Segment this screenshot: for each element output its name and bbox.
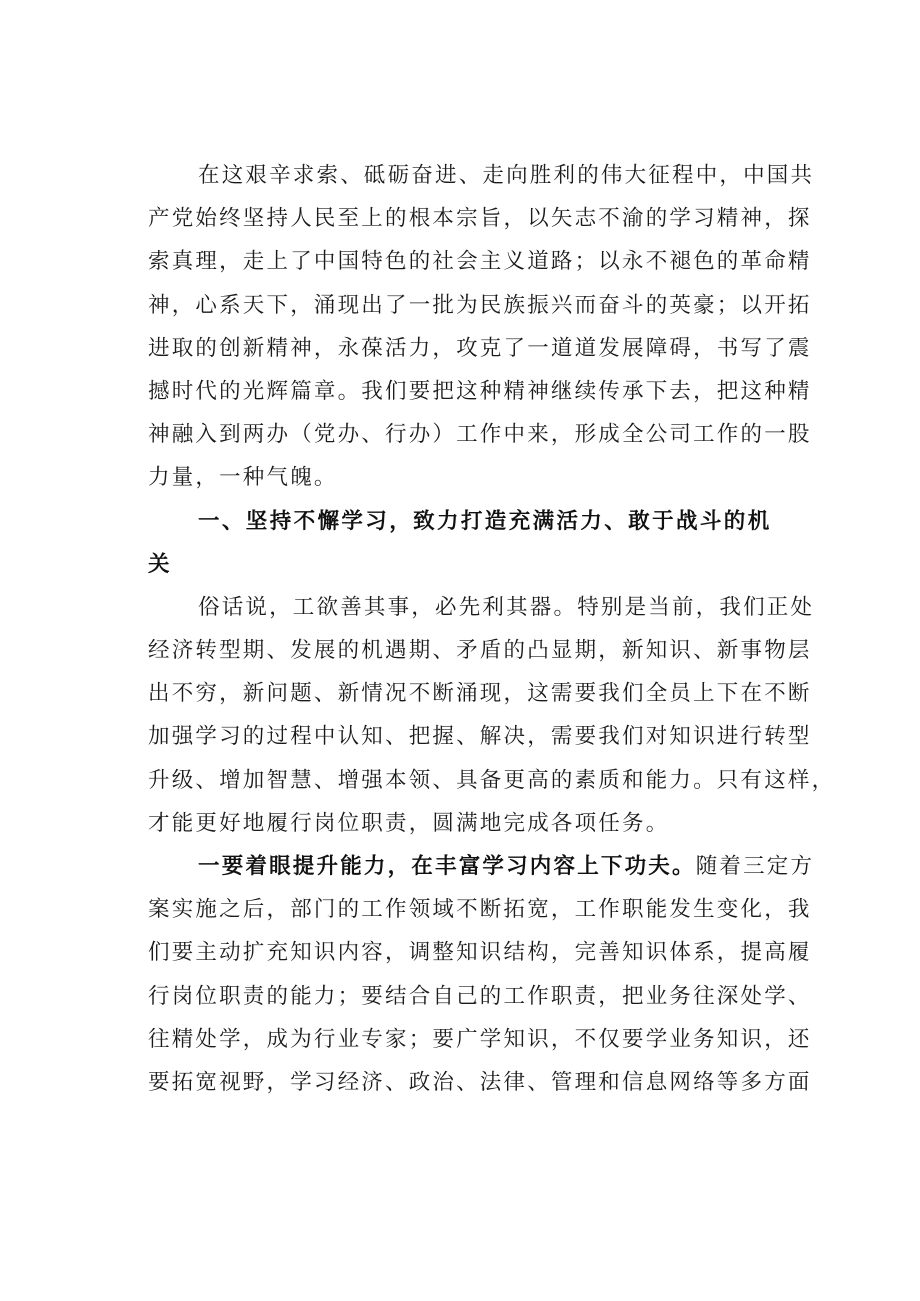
first-line-rest: 随着三定方 <box>695 854 815 879</box>
paragraph-intro <box>148 154 815 500</box>
text-line: 们要主动扩充知识内容，调整知识结构，完善知识体系，提高履 <box>148 940 812 966</box>
text-line: 力量，一种气魄。 <box>148 465 338 491</box>
text-line: 行岗位职责的能力；要结合自己的工作职责，把业务往深处学、 <box>148 983 812 1009</box>
section-heading <box>148 500 810 586</box>
text-line-first <box>148 845 815 888</box>
text-line: 俗话说，工欲善其事，必先利其器。特别是当前，我们正处 <box>198 594 815 620</box>
heading-line: 一、坚持不懈学习，致力打造充满活力、敢于战斗的机 <box>198 508 772 534</box>
text-line: 进取的创新精神，永葆活力，攻克了一道道发展障碍，书写了震 <box>148 335 812 361</box>
text-line: 才能更好地履行岗位职责，圆满地完成各项任务。 <box>148 810 670 836</box>
text-line: 撼时代的光辉篇章。我们要把这种精神继续传承下去，把这种精 <box>148 378 812 404</box>
text-line: 往精处学，成为行业专家；要广学知识，不仅要学业务知识，还 <box>148 1026 812 1052</box>
text-line: 索真理，走上了中国特色的社会主义道路；以永不褪色的革命精 <box>148 249 812 275</box>
heading-line: 关 <box>148 551 172 577</box>
paragraph-learning <box>148 586 836 845</box>
text-line: 要拓宽视野，学习经济、政治、法律、管理和信息网络等多方面 <box>148 1069 812 1095</box>
text-line: 神融入到两办（党办、行办）工作中来，形成全公司工作的一股 <box>148 422 812 448</box>
text-line: 经济转型期、发展的机遇期、矛盾的凸显期，新知识、新事物层 <box>148 638 812 664</box>
document-body <box>148 154 836 1104</box>
text-line: 案实施之后，部门的工作领域不断拓宽，工作职能发生变化，我 <box>148 897 812 923</box>
text-line: 出不穷，新问题、新情况不断涌现，这需要我们全员上下在不断 <box>148 681 812 707</box>
text-line: 神，心系天下，涌现出了一批为民族振兴而奋斗的英豪；以开拓 <box>148 292 812 318</box>
paragraph-ability <box>148 845 815 1104</box>
text-line: 产党始终坚持人民至上的根本宗旨，以矢志不渝的学习精神，探 <box>148 206 812 232</box>
lead-bold-text: 一要着眼提升能力，在丰富学习内容上下功夫。 <box>198 854 696 879</box>
text-line: 加强学习的过程中认知、把握、解决，需要我们对知识进行转型 <box>148 724 812 750</box>
text-line: 升级、增加智慧、增强本领、具备更高的素质和能力。只有这样， <box>148 767 836 793</box>
text-line: 在这艰辛求索、砥砺奋进、走向胜利的伟大征程中，中国共 <box>198 163 815 188</box>
